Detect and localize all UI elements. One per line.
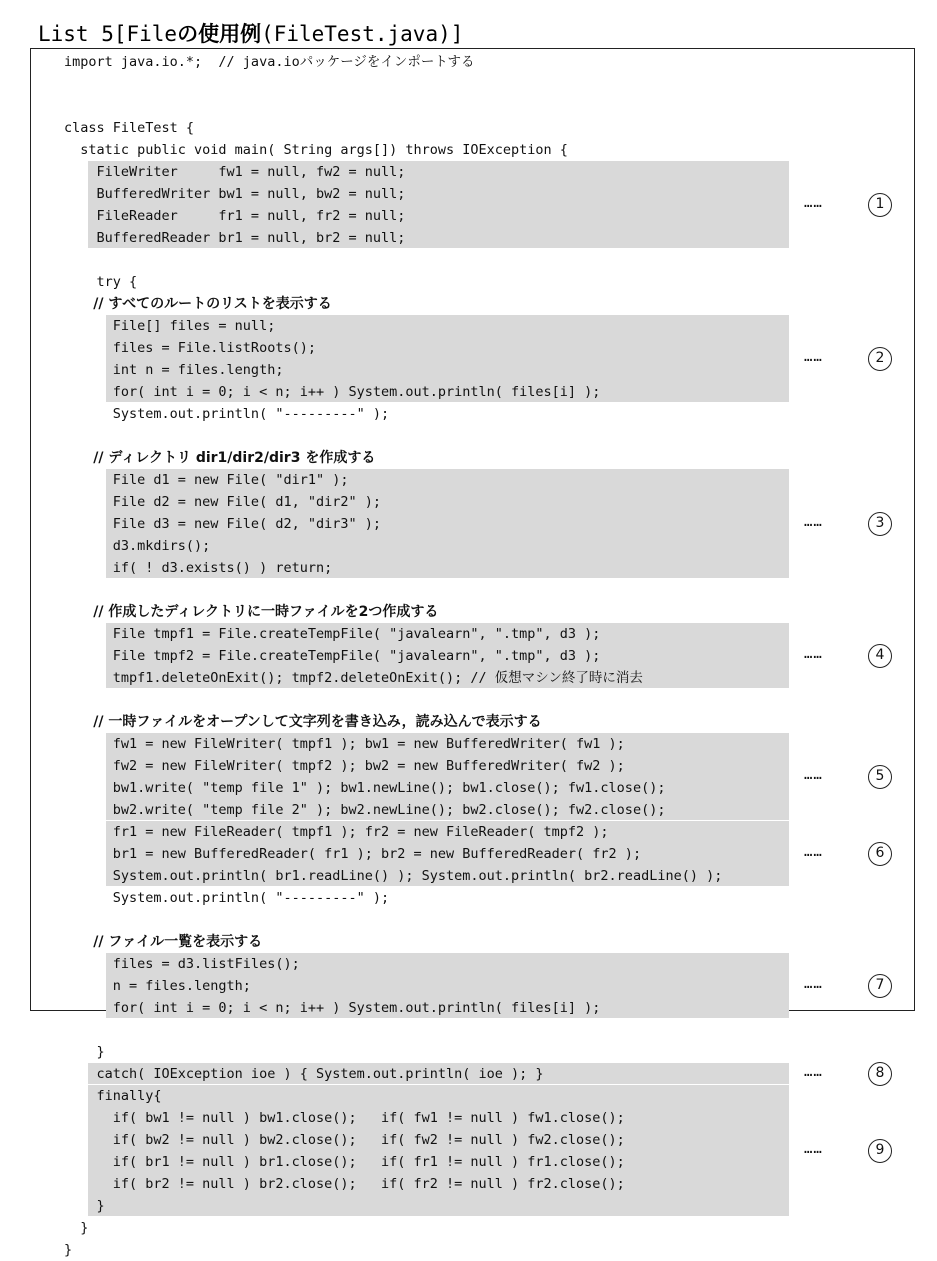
code-line: br1 = new BufferedReader( fr1 ); br2 = new BufferedReader( fr2 ); bbox=[64, 846, 642, 862]
title-jp: の使用例 bbox=[177, 22, 262, 46]
marker-number-4: 4 bbox=[868, 644, 892, 668]
code-line: // ディレクトリ dir1/dir2/dir3 を作成する bbox=[64, 450, 376, 466]
code-line: fr1 = new FileReader( tmpf1 ); fr2 = new FileReader( tmpf2 ); bbox=[64, 824, 609, 840]
code-line: File tmpf1 = File.createTempFile( "javalearn", ".tmp", d3 ); bbox=[64, 626, 601, 642]
code-line: int n = files.length; bbox=[64, 362, 284, 378]
marker-number-2: 2 bbox=[868, 347, 892, 371]
title-suffix: (FileTest.java)] bbox=[261, 22, 464, 46]
marker-dots: …… bbox=[804, 514, 823, 530]
code-line: bw1.write( "temp file 1" ); bw1.newLine(); bw1.close(); fw1.close(); bbox=[64, 780, 666, 796]
code-line: d3.mkdirs(); bbox=[64, 538, 211, 554]
code-line: FileReader fr1 = null, fr2 = null; bbox=[64, 208, 406, 224]
title-prefix: List 5[File bbox=[38, 22, 178, 46]
marker-number-1: 1 bbox=[868, 193, 892, 217]
code-line: File d2 = new File( d1, "dir2" ); bbox=[64, 494, 381, 510]
code-line: if( ! d3.exists() ) return; bbox=[64, 560, 333, 576]
code-line: BufferedReader br1 = null, br2 = null; bbox=[64, 230, 406, 246]
code-line: File[] files = null; bbox=[64, 318, 276, 334]
code-line: System.out.println( br1.readLine() ); System.out.println( br2.readLine() ); bbox=[64, 868, 723, 884]
code-line: try { bbox=[64, 274, 138, 290]
marker-number-8: 8 bbox=[868, 1062, 892, 1086]
code-line: // 作成したディレクトリに一時ファイルを2つ作成する bbox=[64, 604, 439, 620]
listing-title bbox=[38, 18, 463, 48]
code-line: catch( IOException ioe ) { System.out.println( ioe ); } bbox=[64, 1066, 544, 1082]
marker-dots: …… bbox=[804, 646, 823, 662]
code-line: File d3 = new File( d2, "dir3" ); bbox=[64, 516, 381, 532]
code-line: // ファイル一覧を表示する bbox=[64, 934, 263, 950]
code-line: for( int i = 0; i < n; i++ ) System.out.println( files[i] ); bbox=[64, 384, 601, 400]
code-line: // 一時ファイルをオープンして文字列を書き込み，読み込んで表示する bbox=[64, 714, 542, 730]
marker-dots: …… bbox=[804, 767, 823, 783]
code-line: tmpf1.deleteOnExit(); tmpf2.deleteOnExit(); // 仮想マシン終了時に消去 bbox=[64, 670, 643, 686]
code-line: class FileTest { bbox=[64, 120, 195, 136]
code-line: static public void main( String args[]) throws IOException { bbox=[64, 142, 568, 158]
code-line: fw2 = new FileWriter( tmpf2 ); bw2 = new BufferedWriter( fw2 ); bbox=[64, 758, 625, 774]
marker-number-9: 9 bbox=[868, 1139, 892, 1163]
code-line: fw1 = new FileWriter( tmpf1 ); bw1 = new BufferedWriter( fw1 ); bbox=[64, 736, 625, 752]
code-line: files = d3.listFiles(); bbox=[64, 956, 300, 972]
marker-number-6: 6 bbox=[868, 842, 892, 866]
marker-number-3: 3 bbox=[868, 512, 892, 536]
code-line: bw2.write( "temp file 2" ); bw2.newLine(); bw2.close(); fw2.close(); bbox=[64, 802, 666, 818]
code-line: if( bw2 != null ) bw2.close(); if( fw2 != null ) fw2.close(); bbox=[64, 1132, 625, 1148]
code-line: File d1 = new File( "dir1" ); bbox=[64, 472, 349, 488]
code-line: files = File.listRoots(); bbox=[64, 340, 316, 356]
marker-dots: …… bbox=[804, 976, 823, 992]
code-line: BufferedWriter bw1 = null, bw2 = null; bbox=[64, 186, 406, 202]
code-line: n = files.length; bbox=[64, 978, 251, 994]
code-line: finally{ bbox=[64, 1088, 162, 1104]
marker-dots: …… bbox=[804, 844, 823, 860]
code-line: FileWriter fw1 = null, fw2 = null; bbox=[64, 164, 406, 180]
marker-number-5: 5 bbox=[868, 765, 892, 789]
code-line: import java.io.*; // java.ioパッケージをインポートする bbox=[64, 54, 475, 70]
code-line: } bbox=[64, 1220, 89, 1236]
code-line: if( bw1 != null ) bw1.close(); if( fw1 != null ) fw1.close(); bbox=[64, 1110, 625, 1126]
code-line: // すべてのルートのリストを表示する bbox=[64, 296, 332, 312]
code-line: for( int i = 0; i < n; i++ ) System.out.println( files[i] ); bbox=[64, 1000, 601, 1016]
marker-dots: …… bbox=[804, 1064, 823, 1080]
code-line: if( br2 != null ) br2.close(); if( fr2 != null ) fr2.close(); bbox=[64, 1176, 625, 1192]
code-line: File tmpf2 = File.createTempFile( "javalearn", ".tmp", d3 ); bbox=[64, 648, 601, 664]
code-line: System.out.println( "---------" ); bbox=[64, 890, 390, 906]
marker-dots: …… bbox=[804, 349, 823, 365]
marker-number-7: 7 bbox=[868, 974, 892, 998]
code-line: if( br1 != null ) br1.close(); if( fr1 != null ) fr1.close(); bbox=[64, 1154, 625, 1170]
code-line: } bbox=[64, 1242, 73, 1258]
code-line: System.out.println( "---------" ); bbox=[64, 406, 390, 422]
code-listing-box bbox=[30, 48, 915, 1258]
code-line: } bbox=[64, 1044, 105, 1060]
code-line: } bbox=[64, 1198, 105, 1214]
marker-dots: …… bbox=[804, 1141, 823, 1157]
marker-dots: …… bbox=[804, 195, 823, 211]
